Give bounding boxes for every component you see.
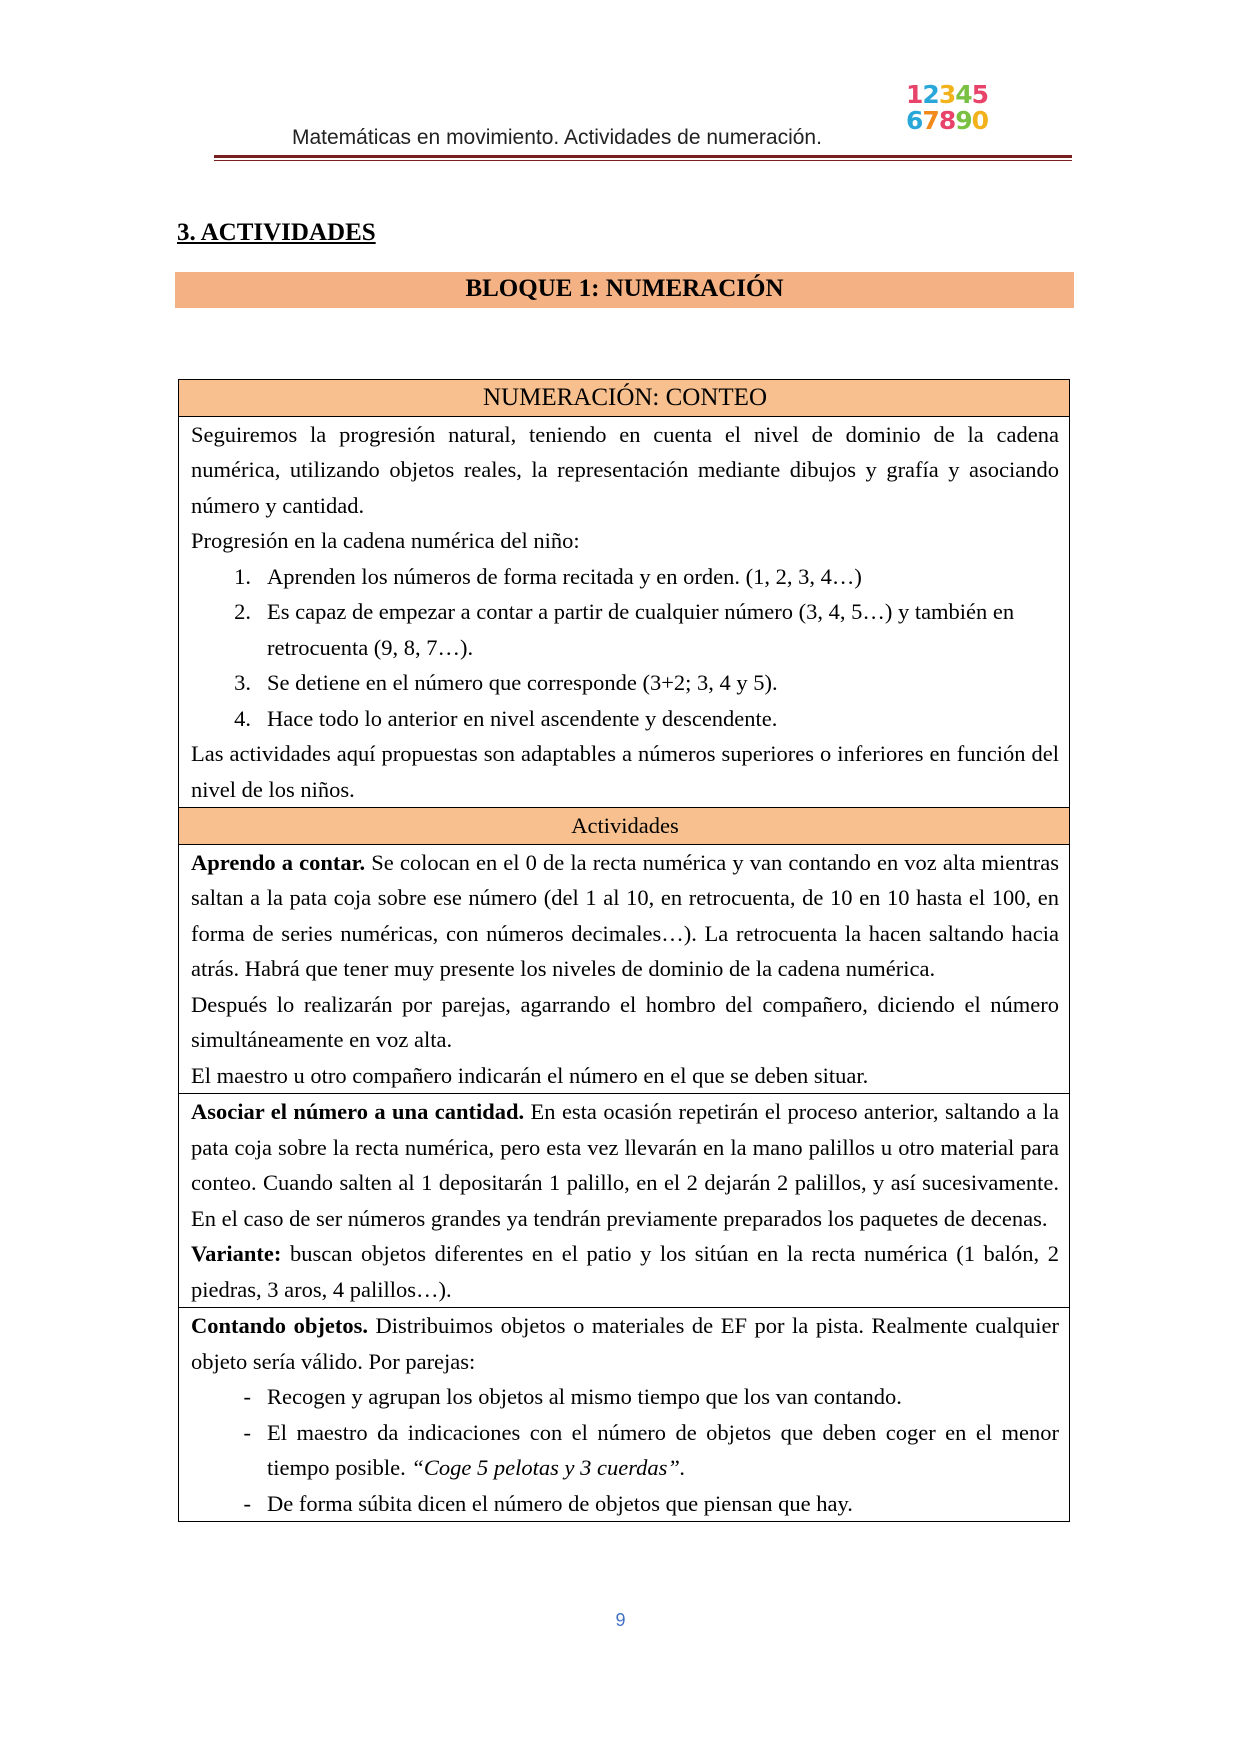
table-header: NUMERACIÓN: CONTEO xyxy=(179,380,1070,417)
activity-3-title: Contando objetos. xyxy=(191,1313,368,1338)
activity-2-title: Asociar el número a una cantidad. xyxy=(191,1099,525,1124)
running-header-title: Matemáticas en movimiento. Actividades de numeración. xyxy=(292,126,822,149)
logo-row-2: 67890 xyxy=(906,106,989,135)
list-item: - De forma súbita dicen el número de objetos que piensan que hay. xyxy=(243,1490,853,1516)
activity-1-pairs: Después lo realizarán por parejas, agarrando el hombro del compañero, diciendo el número simultáneamente en voz alta. xyxy=(191,991,1059,1052)
logo-row-1: 12345 xyxy=(906,80,989,109)
activity-1-text: Aprendo a contar. Se colocan en el 0 de la recta numérica y van contando en voz alta mientras saltan a la pata coja sobre ese número (del 1 al 10, en retrocuenta, de 10 en 10 hasta el 100, en forma de series numéricas, con números decimales…). La retrocuenta la hacen saltando hacia atrás. Habrá que tener muy presente los niveles de dominio de la cadena numérica. xyxy=(191,849,1059,981)
variant-label: Variante: xyxy=(191,1241,282,1266)
adaptability-note: Las actividades aquí propuestas son adaptables a números superiores o inferiores en función del nivel de los niños. xyxy=(191,741,1059,802)
activity-1-title: Aprendo a contar. xyxy=(191,849,366,875)
activity-cell-3 xyxy=(179,1308,1070,1522)
activity-2-variant: Variante: buscan objetos diferentes en el patio y los sitúan en la recta numérica (1 balón, 2 piedras, 3 aros, 4 palillos…). xyxy=(191,1241,1059,1302)
activity-3-text: Contando objetos. Distribuimos objetos o materiales de EF por la pista. Realmente cualquier objeto sería válido. Por parejas: xyxy=(191,1313,1059,1374)
intro-cell xyxy=(179,416,1070,808)
list-item: 4. Hace todo lo anterior en nivel ascendente y descendente. xyxy=(234,705,778,731)
activities-header: Actividades xyxy=(179,808,1070,845)
bloque-banner xyxy=(175,272,1074,308)
intro-paragraph: Seguiremos la progresión natural, teniendo en cuenta el nivel de dominio de la cadena numérica, utilizando objetos reales, la representación mediante dibujos y grafía y asociando número y cantidad. xyxy=(191,421,1059,518)
progression-heading: Progresión en la cadena numérica del niño: xyxy=(191,528,580,553)
page-number: 9 xyxy=(615,1610,626,1630)
section-title: 3. ACTIVIDADES xyxy=(177,219,376,246)
activity-2-text: Asociar el número a una cantidad. En esta ocasión repetirán el proceso anterior, saltando a la pata coja sobre la recta numérica, pero esta vez llevarán en la mano palillos u otro material para conteo. Cuando salten al 1 depositarán 1 palillo, en el 2 dejarán 2 palillos, y así sucesivamente. En el caso de ser números grandes ya tendrán previamente preparados los paquetes de decenas. xyxy=(191,1099,1059,1231)
list-item: 1. Aprenden los números de forma recitada y en orden. (1, 2, 3, 4…) xyxy=(234,563,862,589)
activity-cell-2 xyxy=(179,1094,1070,1308)
list-item: - El maestro da indicaciones con el número de objetos que deben coger en el menor tiempo posible. “Coge 5 pelotas y 3 cuerdas”. xyxy=(243,1419,1059,1480)
list-item: 3. Se detiene en el número que corresponde (3+2; 3, 4 y 5). xyxy=(234,670,778,695)
activity-cell-1 xyxy=(179,844,1070,1094)
numbers-logo xyxy=(906,82,1002,146)
quoted-instruction: “Coge 5 pelotas y 3 cuerdas”. xyxy=(411,1455,686,1480)
header-rule-thick xyxy=(214,155,1072,158)
list-item: 2. Es capaz de empezar a contar a partir de cualquier número (3, 4, 5…) y también en retrocuenta (9, 8, 7…). xyxy=(234,599,1015,660)
header-rule-thin xyxy=(214,160,1072,161)
bloque-title: BLOQUE 1: NUMERACIÓN xyxy=(465,275,784,302)
activity-1-note: El maestro u otro compañero indicarán el número en el que se deben situar. xyxy=(191,1062,869,1088)
list-item: - Recogen y agrupan los objetos al mismo tiempo que los van contando. xyxy=(243,1384,902,1409)
activities-table xyxy=(178,379,1070,1522)
